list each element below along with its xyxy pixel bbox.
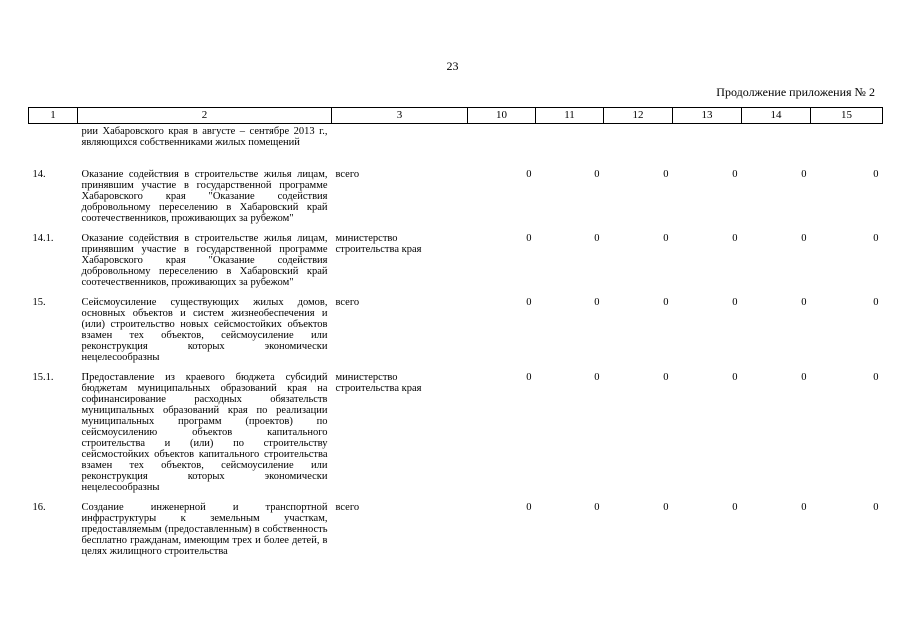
- row-value: 0: [663, 502, 669, 513]
- row-value: 0: [732, 297, 738, 308]
- table-row: [29, 160, 883, 224]
- row-value: 0: [873, 297, 879, 308]
- row-value: 0: [801, 297, 807, 308]
- row-value: 0: [663, 233, 669, 244]
- row-value: 0: [801, 502, 807, 513]
- table-header-row: [29, 108, 883, 124]
- row-description: Создание инженерной и транспортной инфраструктуры к земельным участкам, предоставляемым (предоставленным) в собственность бесплатно гражданам, имеющим трех и более детей, в целях жилищного строительства: [81, 502, 328, 557]
- appendix-table: [28, 107, 883, 557]
- column-header: 3: [332, 108, 468, 124]
- row-value: 0: [873, 502, 879, 513]
- table-row-continuation: [29, 124, 883, 161]
- row-value: 0: [594, 169, 600, 180]
- row-number: 16.: [32, 502, 46, 513]
- continuation-text: рии Хабаровского края в августе – сентябре 2013 г., являющихся собственниками жилых помещений: [81, 126, 328, 148]
- row-description: Оказание содействия в строительстве жилья лицам, принявшим участие в государственной программе Хабаровского края "Оказание содействия добровольному переселению в Хабаровский край соотечественников, проживающих за рубежом": [81, 169, 328, 224]
- row-value: 0: [594, 233, 600, 244]
- column-header: 13: [673, 108, 742, 124]
- row-value: 0: [732, 233, 738, 244]
- row-number: 14.: [32, 169, 46, 180]
- row-value: 0: [801, 233, 807, 244]
- page-number: 23: [446, 59, 459, 73]
- row-value: 0: [594, 502, 600, 513]
- column-header: 11: [536, 108, 604, 124]
- column-header: 10: [468, 108, 536, 124]
- row-description: Сейсмоусиление существующих жилых домов, основных объектов и систем жизнеобеспечения и (или) строительство новых сейсмостойких объектов взамен тех объектов, сейсмоусиление или реконструкция которых экономически нецелесообразны: [81, 297, 328, 363]
- table-row: [29, 363, 883, 493]
- row-value: 0: [732, 372, 738, 383]
- table-row: [29, 493, 883, 557]
- column-header: 1: [29, 108, 78, 124]
- row-source: всего: [335, 297, 360, 308]
- column-header: 2: [78, 108, 332, 124]
- row-value: 0: [873, 169, 879, 180]
- column-header: 15: [811, 108, 883, 124]
- table-row: [29, 288, 883, 363]
- row-value: 0: [526, 372, 532, 383]
- column-header: 12: [604, 108, 673, 124]
- row-value: 0: [801, 169, 807, 180]
- row-value: 0: [526, 297, 532, 308]
- row-number: 15.1.: [32, 372, 54, 383]
- row-value: 0: [526, 233, 532, 244]
- row-value: 0: [526, 169, 532, 180]
- table-row: [29, 224, 883, 288]
- row-description: Предоставление из краевого бюджета субсидий бюджетам муниципальных образований края на софинансирование расходных обязательств муниципальных образований края по реализации муниципальных программ (проектов) по сейсмоусилению объектов капитального строительства и (или) по строительству сейсмостойких объектов капитального строительства взамен тех объектов, сейсмоусиление или реконструкция которых экономически нецелесообразны: [81, 372, 328, 493]
- row-value: 0: [873, 372, 879, 383]
- row-number: 14.1.: [32, 233, 54, 244]
- row-value: 0: [663, 372, 669, 383]
- continuation-label: Продолжение приложения № 2: [716, 85, 875, 99]
- row-description: Оказание содействия в строительстве жилья лицам, принявшим участие в государственной программе Хабаровского края "Оказание содействия добровольному переселению в Хабаровский край соотечественников, проживающих за рубежом": [81, 233, 328, 288]
- row-number: 15.: [32, 297, 46, 308]
- row-value: 0: [526, 502, 532, 513]
- row-value: 0: [594, 297, 600, 308]
- row-value: 0: [663, 169, 669, 180]
- row-value: 0: [663, 297, 669, 308]
- row-source: министерство строительства края: [335, 233, 422, 255]
- row-value: 0: [732, 502, 738, 513]
- row-source: всего: [335, 169, 360, 180]
- row-value: 0: [801, 372, 807, 383]
- row-source: министерство строительства края: [335, 372, 422, 394]
- row-source: всего: [335, 502, 360, 513]
- row-value: 0: [873, 233, 879, 244]
- column-header: 14: [742, 108, 811, 124]
- row-value: 0: [732, 169, 738, 180]
- row-value: 0: [594, 372, 600, 383]
